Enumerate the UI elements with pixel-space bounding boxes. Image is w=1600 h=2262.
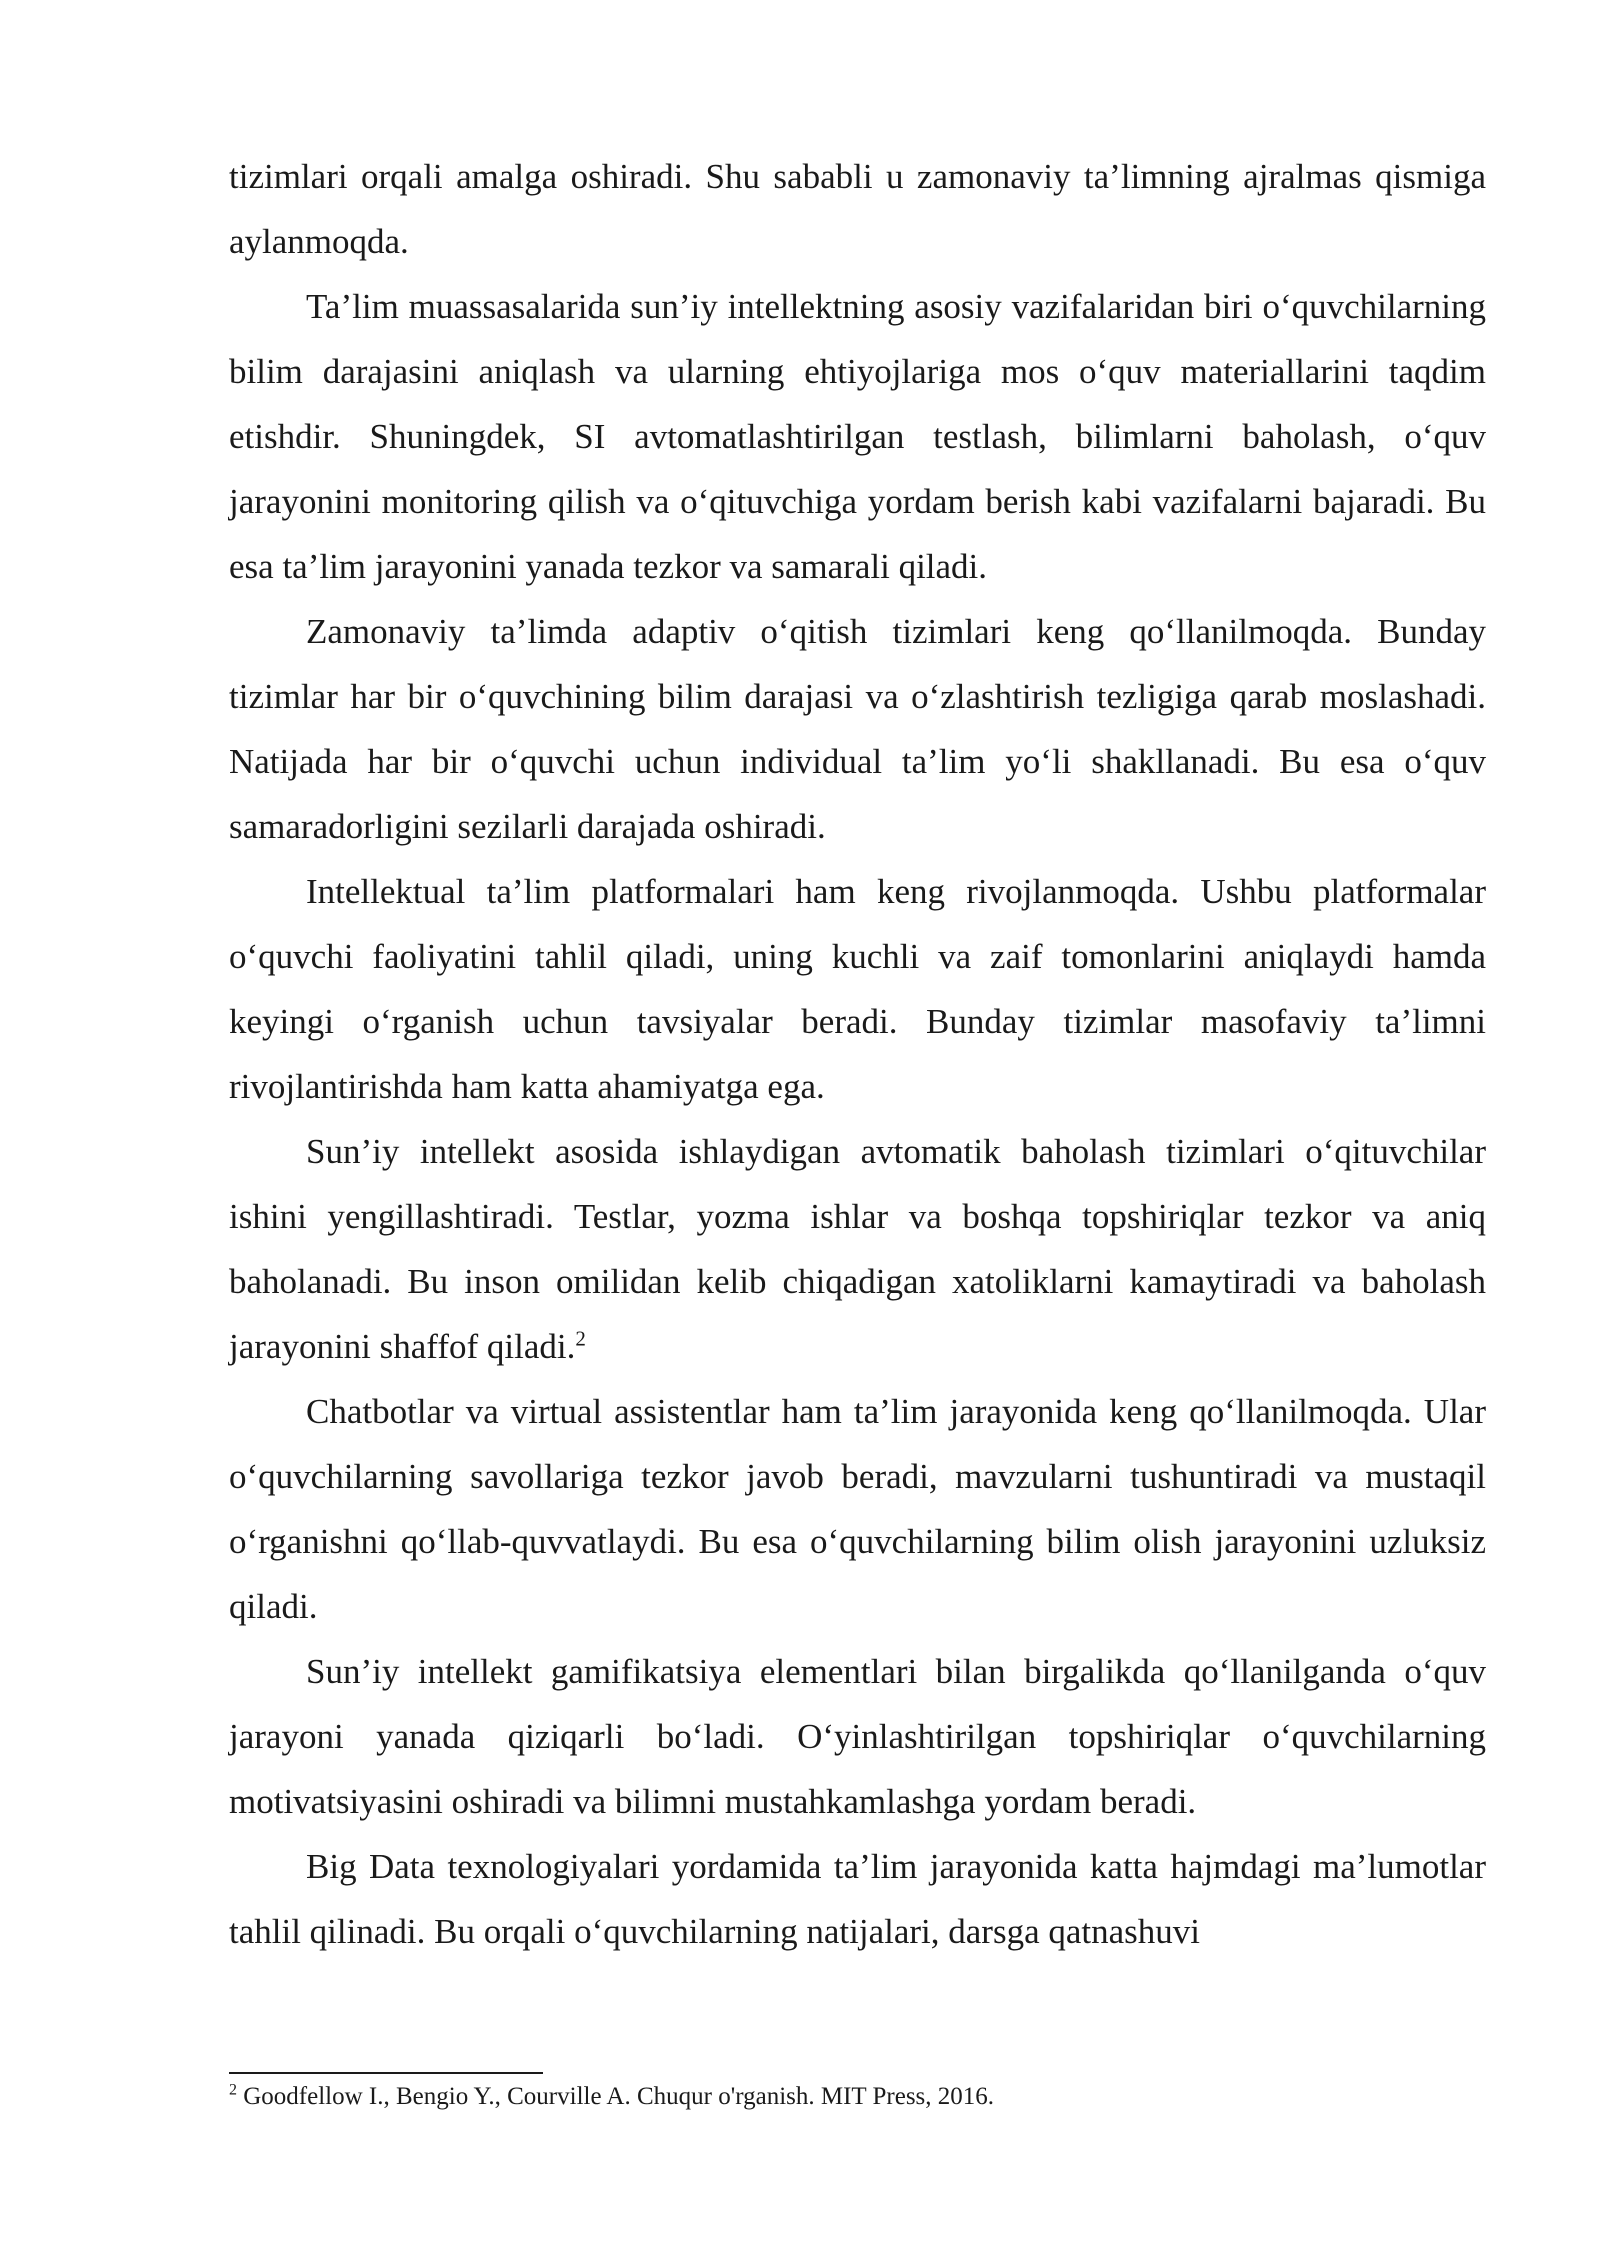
- paragraph-with-footnote: [229, 1119, 1486, 1379]
- paragraph: tizimlari orqali amalga oshiradi. Shu sababli u zamonaviy ta’limning ajralmas qismiga aylanmoqda.: [229, 157, 1486, 261]
- paragraph: Big Data texnologiyalari yordamida ta’lim jarayonida katta hajmdagi ma’lumotlar tahlil qilinadi. Bu orqali o‘quvchilarning natijalari, darsga qatnashuvi: [229, 1847, 1486, 1951]
- footnote-separator: [229, 2072, 543, 2074]
- footnote-text: Goodfellow I., Bengio Y., Courville A. Chuqur o'rganish. MIT Press, 2016.: [237, 2083, 995, 2110]
- paragraph: Zamonaviy ta’limda adaptiv o‘qitish tizimlari keng qo‘llanilmoqda. Bunday tizimlar har bir o‘quvchining bilim darajasi va o‘zlashtirish tezligiga qarab moslashadi. Natijada har bir o‘quvchi uchun individual ta’lim yo‘li shakllanadi. Bu esa o‘quv samaradorligini sezilarli darajada oshiradi.: [229, 612, 1486, 846]
- footnote-mark: 2: [229, 2081, 237, 2099]
- paragraph: Intellektual ta’lim platformalari ham keng rivojlanmoqda. Ushbu platformalar o‘quvchi faoliyatini tahlil qiladi, uning kuchli va zaif tomonlarini aniqlaydi hamda keyingi o‘rganish uchun tavsiyalar beradi. Bunday tizimlar masofaviy ta’limni rivojlantirishda ham katta ahamiyatga ega.: [229, 872, 1486, 1106]
- footnote-reference[interactable]: 2: [575, 1326, 586, 1351]
- paragraph: Chatbotlar va virtual assistentlar ham ta’lim jarayonida keng qo‘llanilmoqda. Ular o‘quvchilarning savollariga tezkor javob beradi, mavzularni tushuntiradi va mustaqil o‘rganishni qo‘llab-quvvatlaydi. Bu esa o‘quvchilarning bilim olish jarayonini uzluksiz qiladi.: [229, 1392, 1486, 1626]
- paragraph: Ta’lim muassasalarida sun’iy intellektning asosiy vazifalaridan biri o‘quvchilarning bilim darajasini aniqlash va ularning ehtiyojlariga mos o‘quv materiallarini taqdim etishdir. Shuningdek, SI avtomatlashtirilgan testlash, bilimlarni baholash, o‘quv jarayonini monitoring qilish va o‘qituvchiga yordam berish kabi vazifalarni bajaradi. Bu esa ta’lim jarayonini yanada tezkor va samarali qiladi.: [229, 287, 1486, 586]
- paragraph: Sun’iy intellekt gamifikatsiya elementlari bilan birgalikda qo‘llanilganda o‘quv jarayoni yanada qiziqarli bo‘ladi. O‘yinlashtirilgan topshiriqlar o‘quvchilarning motivatsiyasini oshiradi va bilimni mustahkamlashga yordam beradi.: [229, 1652, 1486, 1821]
- paragraph-text: Sun’iy intellekt asosida ishlaydigan avtomatik baholash tizimlari o‘qituvchilar ishini yengillashtiradi. Testlar, yozma ishlar va boshqa topshiriqlar tezkor va aniq baholanadi. Bu inson omilidan kelib chiqadigan xatoliklarni kamaytiradi va baholash jarayonini shaffof qiladi.: [229, 1132, 1486, 1366]
- body-text: [229, 144, 1486, 1964]
- footnote: [229, 2080, 1486, 2114]
